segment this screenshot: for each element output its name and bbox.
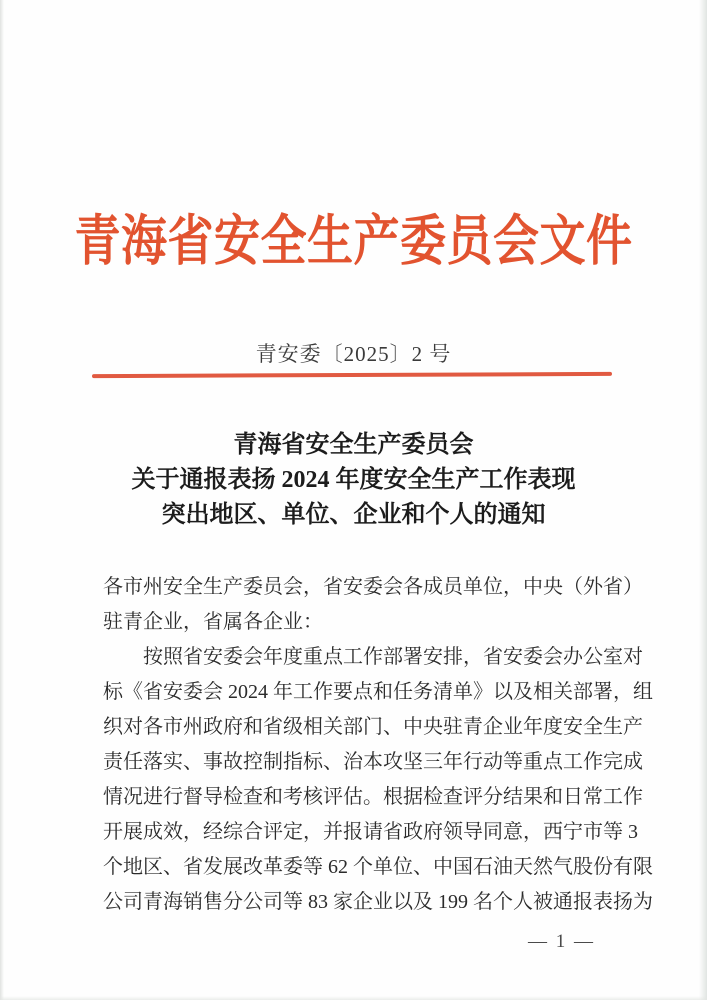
page-number: — 1 — — [528, 931, 595, 952]
document-number: 青安委〔2025〕2 号 — [255, 342, 452, 366]
body-line: 驻青企业，省属各企业： — [103, 611, 323, 633]
body-line: 公司青海销售分公司等 83 家企业以及 199 名个人被通报表扬为 — [103, 891, 653, 913]
red-separator-rule — [92, 372, 612, 378]
body-line: 各市州安全生产委员会，省安委会各成员单位，中央（外省） — [103, 576, 643, 598]
notice-title — [0, 428, 707, 533]
body-line: 织对各市州政府和省级相关部门、中央驻青企业年度安全生产 — [103, 716, 643, 738]
notice-title-line: 突出地区、单位、企业和个人的通知 — [161, 502, 546, 528]
notice-title-line: 关于通报表扬 2024 年度安全生产工作表现 — [131, 467, 576, 493]
body-line: 按照省安委会年度重点工作部署安排，省安委会办公室对 — [143, 646, 643, 668]
body-line: 情况进行督导检查和考核评估。根据检查评分结果和日常工作 — [103, 786, 643, 808]
body-line: 开展成效，经综合评定，并报请省政府领导同意，西宁市等 3 — [103, 821, 638, 843]
body-line: 个地区、省发展改革委等 62 个单位、中国石油天然气股份有限 — [103, 856, 653, 878]
body-line: 标《省安委会 2024 年工作要点和任务清单》以及相关部署，组 — [103, 681, 653, 703]
scan-edge-bottom — [0, 996, 707, 1000]
agency-header-title: 青海省安全生产委员会文件 — [74, 210, 633, 272]
notice-title-line: 青海省安全生产委员会 — [233, 432, 474, 458]
body-line: 责任落实、事故控制指标、治本攻坚三年行动等重点工作完成 — [103, 751, 643, 773]
notice-body — [103, 570, 653, 920]
